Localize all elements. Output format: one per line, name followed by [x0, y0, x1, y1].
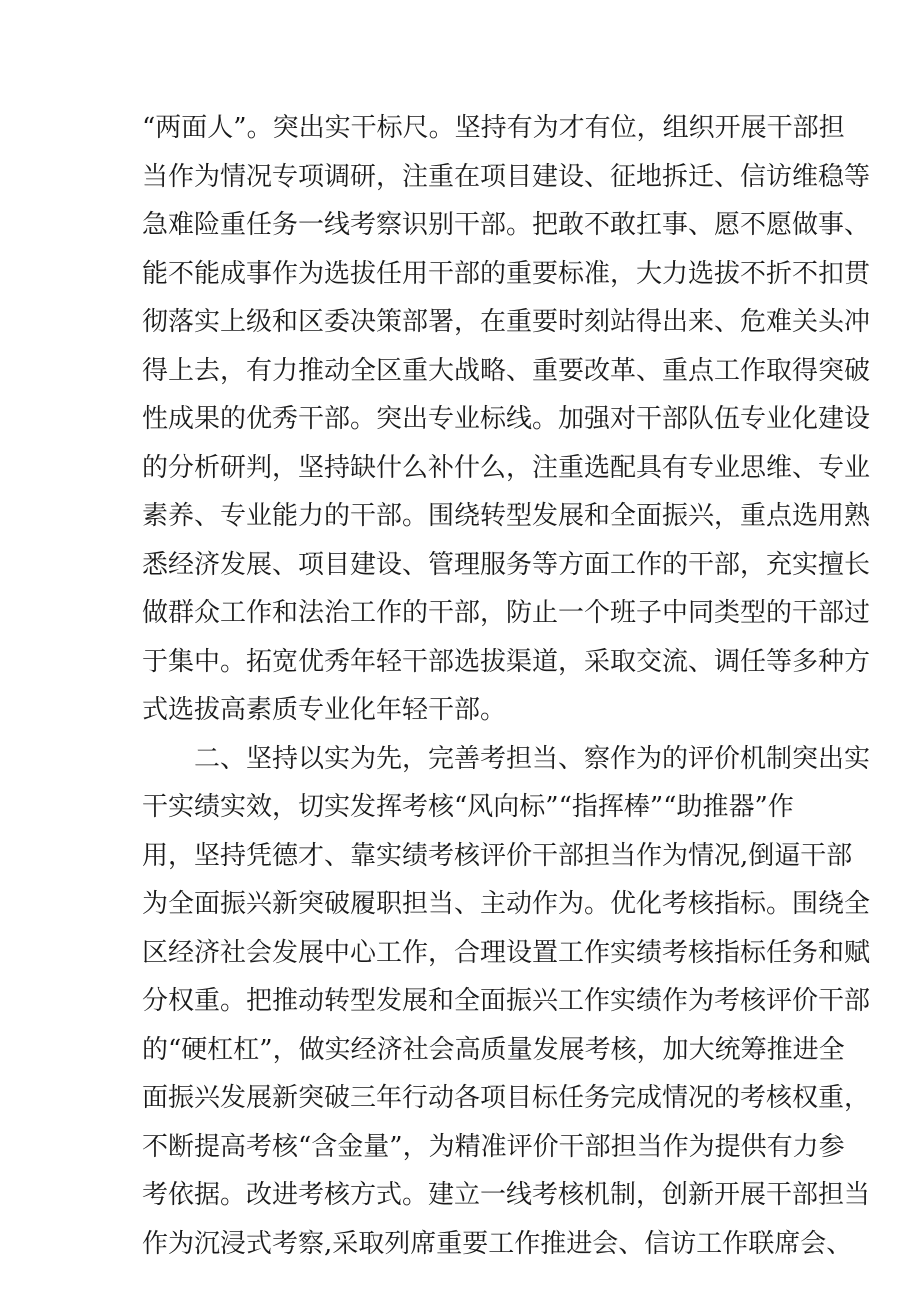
- text-line: 干实绩实效，切实发挥考核“风向标”“指挥棒”“助推器”作: [142, 792, 794, 822]
- text-line: 作为沉浸式考察,采取列席重要工作推进会、信访工作联席会、: [142, 1229, 853, 1259]
- text-line: 做群众工作和法治工作的干部，防止一个班子中同类型的干部过: [142, 598, 871, 628]
- text-line: 的分析研判，坚持缺什么补什么，注重选配具有专业思维、专业: [142, 453, 871, 483]
- text-line: 性成果的优秀干部。突出专业标线。加强对干部队伍专业化建设: [142, 404, 871, 434]
- text-line: “两面人”。突出实干标尺。坚持有为才有位，组织开展干部担: [142, 113, 845, 143]
- text-line: 分权重。把推动转型发展和全面振兴工作实绩作为考核评价干部: [142, 986, 871, 1016]
- text-line: 悉经济发展、项目建设、管理服务等方面工作的干部，充实擅长: [142, 550, 871, 580]
- text-line: 能不能成事作为选拔任用干部的重要标准，大力选拔不折不扣贯: [142, 259, 871, 289]
- text-line: 彻落实上级和区委决策部署，在重要时刻站得出来、危难关头冲: [142, 307, 871, 337]
- text-line: 得上去，有力推动全区重大战略、重要改革、重点工作取得突破: [142, 356, 871, 386]
- text-line: 不断提高考核“含金量”，为精准评价干部担当作为提供有力参: [142, 1132, 845, 1162]
- text-line: 素养、专业能力的干部。围绕转型发展和全面振兴，重点选用熟: [142, 501, 871, 531]
- text-line: 用，坚持凭德才、靠实绩考核评价干部担当作为情况,倒逼干部: [142, 841, 853, 871]
- text-line: 急难险重任务一线考察识别干部。把敢不敢扛事、愿不愿做事、: [142, 210, 871, 240]
- text-line: 区经济社会发展中心工作，合理设置工作实绩考核指标任务和赋: [142, 938, 871, 968]
- text-line: 当作为情况专项调研，注重在项目建设、征地拆迁、信访维稳等: [142, 162, 871, 192]
- text-line: 为全面振兴新突破履职担当、主动作为。优化考核指标。围绕全: [142, 889, 871, 919]
- text-line: 于集中。拓宽优秀年轻干部选拔渠道，采取交流、调任等多种方: [142, 647, 871, 677]
- paragraph-heading-line: 二、坚持以实为先，完善考担当、察作为的评价机制突出实: [194, 744, 871, 774]
- text-line: 面振兴发展新突破三年行动各项目标任务完成情况的考核权重，: [142, 1083, 871, 1113]
- text-line: 考依据。改进考核方式。建立一线考核机制，创新开展干部担当: [142, 1180, 871, 1210]
- text-line: 的“硬杠杠”，做实经济社会高质量发展考核，加大统筹推进全: [142, 1035, 845, 1065]
- text-line: 式选拔高素质专业化年轻干部。: [142, 695, 507, 725]
